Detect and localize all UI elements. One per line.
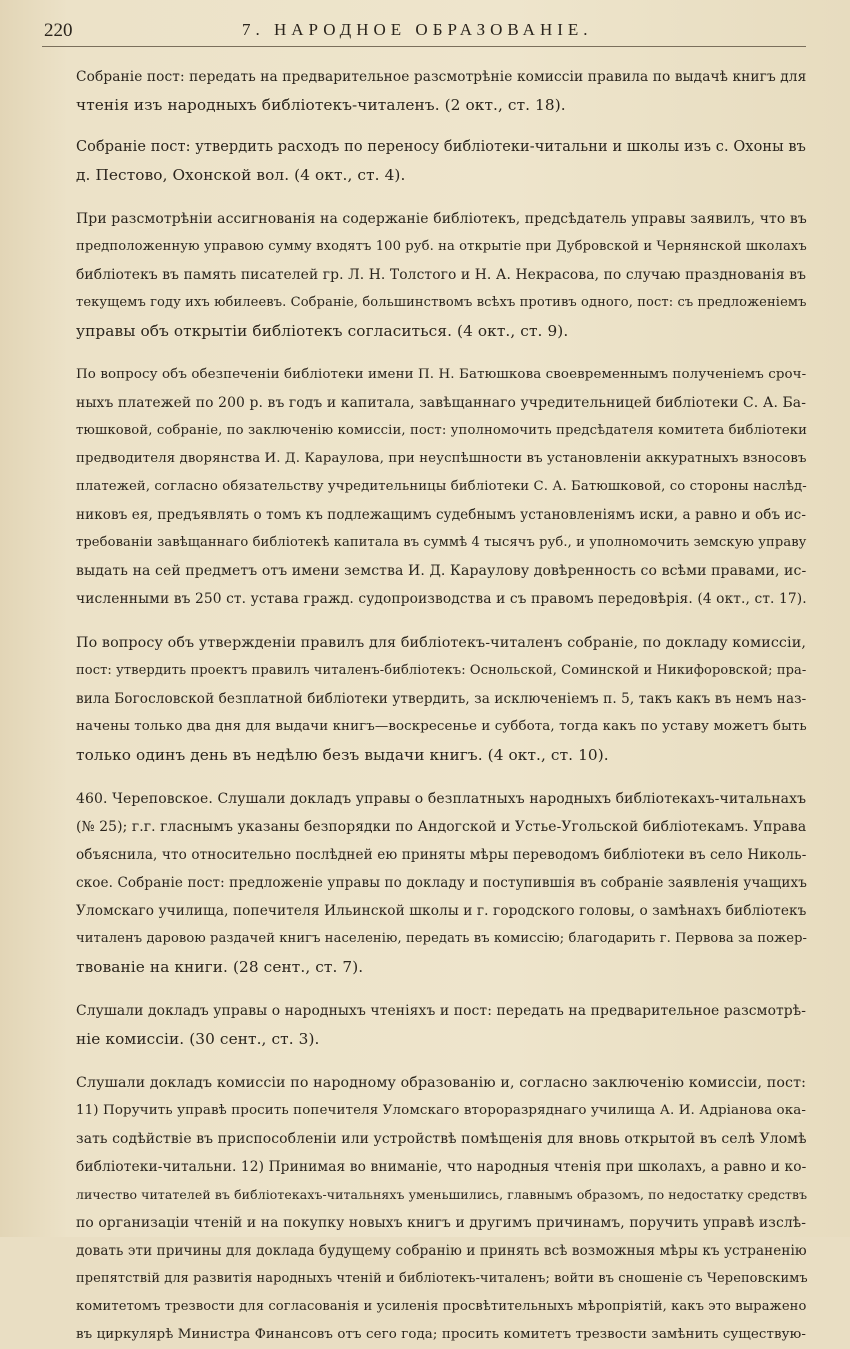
text-line: пост: утвердить проектъ правилъ читаленъ-библіотекъ: Оснольской, Соминской и Никифоровской; пра- <box>76 663 807 678</box>
paragraph <box>76 629 806 769</box>
running-head: 7. НАРОДНОЕ ОБРАЗОВАНІЕ. <box>242 20 593 39</box>
text-line: платежей, согласно обязательству учредительницы библіотеки С. А. Батюшковой, со стороны наслѣд- <box>76 479 807 494</box>
paragraph <box>76 361 806 613</box>
text-line: никовъ ея, предъявлять о томъ къ подлежащимъ судебнымъ установленіямъ иски, а равно и объ ис- <box>76 507 806 523</box>
paragraph <box>76 785 806 981</box>
text-line: библіотеки-читальни. 12) Принимая во вниманіе, что народныя чтенія при школахъ, а равно и ко- <box>76 1159 807 1175</box>
text-line: (№ 25); г.г. гласнымъ указаны безпорядки по Андогской и Устье-Угольской библіотекамъ. Управа <box>76 819 807 835</box>
document-body <box>76 63 806 1349</box>
text-line: ніе комиссіи. (30 сент., ст. 3). <box>76 1030 320 1048</box>
paragraph <box>76 1069 806 1349</box>
text-line: начены только два дня для выдачи книгъ—воскресенье и суббота, тогда какъ по уставу можетъ быть <box>76 719 807 734</box>
text-line: препятствій для развитія народныхъ чтеній и библіотекъ-читаленъ; войти въ сношеніе съ Череповскимъ <box>76 1271 808 1286</box>
text-line: читаленъ даровою раздачей книгъ населенію, передать въ комиссію; благодарить г. Первова за пожер- <box>76 931 808 946</box>
paragraph <box>76 205 806 345</box>
text-line: библіотекъ въ память писателей гр. Л. Н. Толстого и Н. А. Некрасова, по случаю празднованія въ <box>76 267 806 283</box>
text-line: объяснила, что относительно послѣдней ею приняты мѣры переводомъ библіотеки въ село Николь- <box>76 847 807 863</box>
text-line: ское. Собраніе пост: предложеніе управы по докладу и поступившія въ собраніе заявленія учащихъ <box>76 875 807 891</box>
text-line: только одинъ день въ недѣлю безъ выдачи книгъ. (4 окт., ст. 10). <box>76 746 609 764</box>
text-line: вила Богословской безплатной библіотеки утвердить, за исключеніемъ п. 5, такъ какъ въ немъ наз- <box>76 691 807 707</box>
text-line: довать эти причины для доклада будущему собранію и принять всѣ возможныя мѣры къ устраненію <box>76 1243 807 1259</box>
text-line: комитетомъ трезвости для согласованія и усиленія просвѣтительныхъ мѣропріятій, какъ это выражено <box>76 1299 807 1314</box>
text-line: управы объ открытіи библіотекъ согласиться. (4 окт., ст. 9). <box>76 322 569 340</box>
text-line: требованіи завѣщаннаго библіотекѣ капитала въ суммѣ 4 тысячъ руб., и уполномочить земскую управу <box>76 535 807 550</box>
text-line: Собраніе пост: передать на предварительное разсмотрѣніе комиссіи правила по выдачѣ книгъ для <box>76 69 807 85</box>
text-line: Слушали докладъ комиссіи по народному образованію и, согласно заключенію комиссіи, пост: <box>76 1075 806 1091</box>
text-line: предводителя дворянства И. Д. Караулова, при неуспѣшности въ установленіи аккуратныхъ взносовъ <box>76 451 807 466</box>
text-line: 11) Поручить управѣ просить попечителя Уломскаго второразряднаго училища А. И. Адріанова ока- <box>76 1103 806 1118</box>
header-rule <box>42 46 806 47</box>
text-line: чтенія изъ народныхъ библіотекъ-читаленъ. (2 окт., ст. 18). <box>76 96 566 114</box>
page-header <box>44 18 806 48</box>
paragraph <box>76 63 806 119</box>
text-line: численными въ 250 ст. устава гражд. судопроизводства и съ правомъ передовѣрія. (4 окт., ст. 17). <box>76 591 807 607</box>
text-line: ныхъ платежей по 200 р. въ годъ и капитала, завѣщаннаго учредительницей библіотеки С. А. Ба- <box>76 395 806 411</box>
text-line: По вопросу объ утвержденіи правилъ для библіотекъ-читаленъ собраніе, по докладу комиссіи, <box>76 635 806 651</box>
text-line: По вопросу объ обезпеченіи библіотеки имени П. Н. Батюшкова своевременнымъ полученіемъ сроч- <box>76 367 807 382</box>
text-line: текущемъ году ихъ юбилеевъ. Собраніе, большинствомъ всѣхъ противъ одного, пост: съ предложеніемъ <box>76 295 807 310</box>
page-number: 220 <box>44 20 73 41</box>
paragraph <box>76 997 806 1053</box>
text-line: Слушали докладъ управы о народныхъ чтеніяхъ и пост: передать на предварительное разсмотрѣ- <box>76 1003 807 1019</box>
text-line: д. Пестово, Охонской вол. (4 окт., ст. 4). <box>76 166 406 184</box>
text-line: Уломскаго училища, попечителя Ильинской школы и г. городского головы, о замѣнахъ библіотекъ <box>76 903 807 919</box>
text-line: зать содѣйствіе въ приспособленіи или устройствѣ помѣщенія для вновь открытой въ селѣ Уломѣ <box>76 1131 807 1147</box>
text-line: предположенную управою сумму входятъ 100 руб. на открытіе при Дубровской и Чернянской школахъ <box>76 239 807 254</box>
text-line: тюшковой, собраніе, по заключенію комиссіи, пост: уполномочить предсѣдателя комитета библіотеки <box>76 423 808 438</box>
text-line: по организаціи чтеній и на покупку новыхъ книгъ и другимъ причинамъ, поручить управѣ изслѣ- <box>76 1215 807 1231</box>
text-line: выдать на сей предметъ отъ имени земства И. Д. Караулову довѣренность со всѣми правами, ис- <box>76 563 807 579</box>
text-line: 460. Череповское. Слушали докладъ управы о безплатныхъ народныхъ библіотекахъ-читальнахъ <box>76 791 807 807</box>
text-line: Собраніе пост: утвердить расходъ по переносу библіотеки-читальни и школы изъ с. Охоны въ <box>76 139 806 155</box>
text-line: При разсмотрѣніи ассигнованія на содержаніе библіотекъ, предсѣдатель управы заявилъ, что въ <box>76 211 807 227</box>
paragraph <box>76 133 806 189</box>
text-line: личество читателей въ библіотекахъ-читальняхъ уменьшились, главнымъ образомъ, по недостатку средствъ <box>76 1187 808 1202</box>
text-line: въ циркулярѣ Министра Финансовъ отъ сего года; просить комитетъ трезвости замѣнить существую- <box>76 1327 806 1342</box>
text-line: твованіе на книги. (28 сент., ст. 7). <box>76 958 364 976</box>
